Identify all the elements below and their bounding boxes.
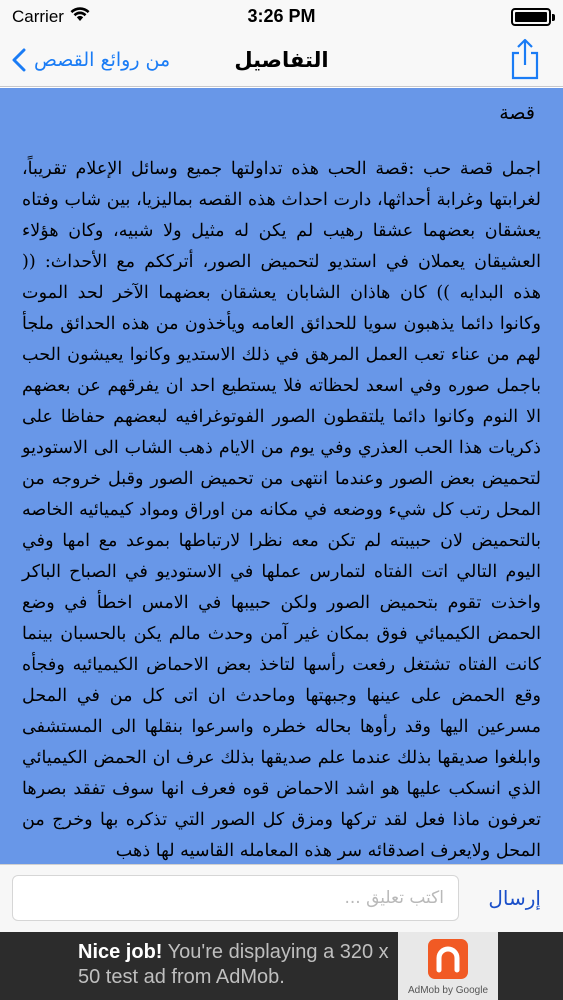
ad-text [78, 940, 398, 990]
comment-bar [0, 864, 563, 932]
battery-fill [515, 12, 547, 22]
story-content[interactable] [0, 88, 563, 864]
admob-logo-icon [428, 939, 468, 979]
share-button[interactable] [505, 37, 545, 81]
ad-message: You're displaying a 320 x 50 test ad from AdMob. [78, 941, 389, 988]
story-heading: قصة [499, 102, 535, 124]
ad-logo[interactable] [398, 932, 498, 1000]
battery-icon [511, 8, 551, 26]
ad-banner[interactable] [0, 932, 563, 1000]
status-right [511, 8, 551, 26]
status-bar [0, 0, 563, 33]
ad-headline: Nice job! [78, 941, 163, 963]
story-body: اجمل قصة حب :قصة الحب هذه تداولتها جميع وسائل الإعلام تقريباً، لغرابتها وغرابة أحداثها، دارت احداث هذه القصه بماليزيا، بين شاب وفتاه يعشقان بعضهما عشقا رهيب لم يكن له مثيل ولا شبيه، وكان هؤلاء العشيقان يعملان في استديو لتحميض الصور، أترككم مع الأحداث: (( هذه البدايه )) كان هاذان الشابان يعشقان بعضهما الآخر لحد الموت وكانوا دائما يذهبون سويا للحدائق العامه ويأخذون من هذه الحدائق ملجأ لهم من عناء تعب العمل المرهق في ذلك الاستديو وكانوا يعيشون الحب باجمل صوره وفي اسعد لحظاته فلا يستطيع احد ان يفرقهم عن بعضهم الا النوم وكانوا دائما يلتقطون الصور الفوتوغرافيه لبعضهم حفاظا على ذكريات هذا الحب العذري وفي يوم من الايام ذهب الشاب الى الاستوديو لتحميض بعض الصور وعندما انتهى من تحميض الصور وقبل خروجه من المحل رتب كل شيء ووضعه في مكانه من اوراق ومواد كيميائيه الخاصه بالتحميض لان حبيبته لم تكن معه نظرا لارتباطها بموعد مع امها وفي اليوم التالي اتت الفتاه لتمارس عملها في الاستوديو في الصباح الباكر واخذت تقوم بتحميض الصور ولكن حبيبها في الامس اخطأ في وضع الحمض الكيميائي فوق بمكان غير آمن وحدث مالم يكن بالحسبان بينما كانت الفتاه تشتغل رفعت رأسها لتاخذ بعض الاحماض الكيميائيه وفجأه وقع الحمض على عينها وجبهتها وماحدث ان اتى كل من في المحل مسرعين اليها وقد رأوها بحاله خطره واسرعوا بنقلها الى المستشفى وابلغوا صديقها بذلك عندما علم صديقها بذلك عرف ان الحمض الكيميائي الذي انسكب عليها هو اشد الاحماض قوه فعرف انها سوف تفقد بصرها تعرفون ماذا فعل لقد تركها ومزق كل الصور التي تذكره بها وخرج من المحل ولايعرف اصدقائه سر هذه المعامله القاسيه لها ذهب [22, 159, 541, 861]
chevron-left-icon [12, 48, 26, 72]
share-icon [505, 66, 545, 85]
comment-input[interactable] [12, 875, 459, 921]
navigation-bar [0, 33, 563, 87]
back-button[interactable] [12, 33, 170, 87]
back-button-label: من روائع القصص [34, 49, 171, 71]
status-left [12, 7, 90, 27]
status-time: 3:26 PM [247, 6, 316, 26]
page-title: التفاصيل [234, 48, 329, 72]
carrier-label: Carrier [12, 6, 64, 26]
wifi-icon [70, 7, 90, 27]
send-button[interactable]: إرسال [488, 875, 541, 921]
ad-caption: AdMob by Google [407, 985, 489, 996]
